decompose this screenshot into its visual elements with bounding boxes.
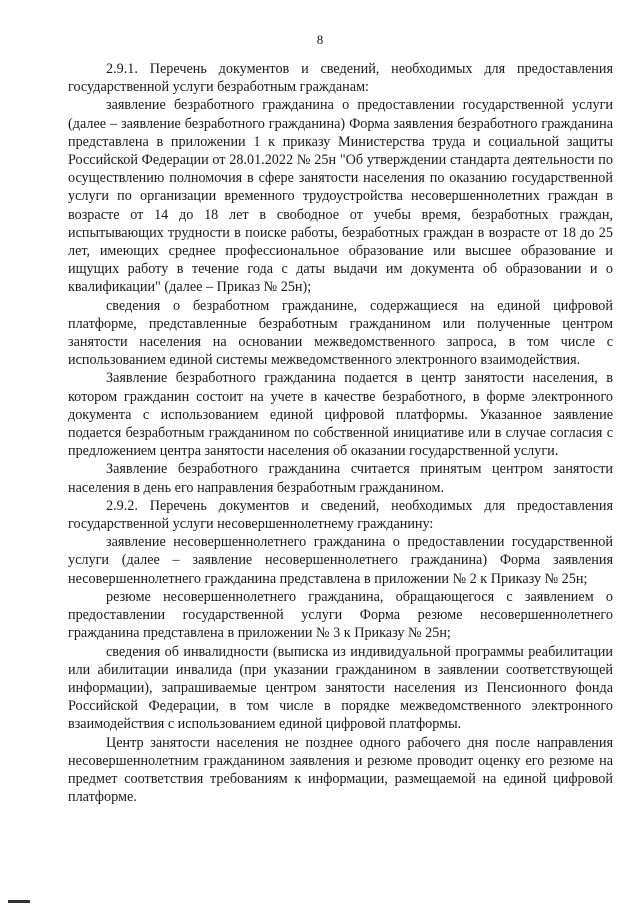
paragraph-application-submission: Заявление безработного гражданина подается в центр занятости населения, в котором гражданин состоит на учете в качестве безработного, в форме электронного документа с использованием единой цифровой платформы. Указанное заявление подается безработным гражданином по собственной инициативе или в случае согласия с предложением центра занятости населения об оказании государственной услуги. xyxy=(68,370,613,460)
paragraph-2-9-2-heading: 2.9.2. Перечень документов и сведений, необходимых для предоставления государственной услуги несовершеннолетнему гражданину: xyxy=(68,497,613,533)
paragraph-minor-resume: резюме несовершеннолетнего гражданина, обращающегося с заявлением о предоставлении государственной услуги Форма резюме несовершеннолетнего гражданина представлена в приложении № 3 к Приказу № 25н; xyxy=(68,588,613,642)
document-body xyxy=(68,60,613,806)
paragraph-resume-evaluation: Центр занятости населения не позднее одного рабочего дня после направления несовершеннолетним гражданином заявления и резюме проводит оценку его резюме на предмет соответствия требованиям к информации, размещаемой на единой цифровой платформе. xyxy=(68,734,613,806)
page-edge-mark xyxy=(8,900,30,903)
paragraph-unemployed-information: сведения о безработном гражданине, содержащиеся на единой цифровой платформе, представленные безработным гражданином или полученные центром занятости населения на основании межведомственного запроса, в том числе с использованием единой системы межведомственного электронного взаимодействия. xyxy=(68,297,613,369)
paragraph-2-9-1-heading: 2.9.1. Перечень документов и сведений, необходимых для предоставления государственной услуги безработным гражданам: xyxy=(68,61,613,96)
page-number: 8 xyxy=(316,32,324,47)
paragraph-disability-information: сведения об инвалидности (выписка из индивидуальной программы реабилитации или абилитации инвалида (при указании гражданином в заявлении соответствующей информации), запрашиваемые центром занятости населения из Пенсионного фонда Российской Федерации, в том числе в порядке межведомственного электронного взаимодействия с использованием единой цифровой платформы. xyxy=(68,643,613,733)
paragraph-unemployed-application: заявление безработного гражданина о предоставлении государственной услуги (далее – заявление безработного гражданина) Форма заявления безработного гражданина представлена в приложении 1 к приказу Министерства труда и социальной защиты Российской Федерации от 28.01.2022 № 25н "Об утверждении стандарта деятельности по осуществлению полномочия в сфере занятости населения по оказанию государственной услуги по организации временного трудоустройства несовершеннолетних граждан в возрасте от 14 до 18 лет в свободное от учебы время, безработных граждан, испытывающих трудности в поиске работы, безработных граждан в возрасте от 18 до 25 лет, имеющих среднее профессиональное образование или высшее образование и ищущих работу в течение года с даты выдачи им документа об образовании и о квалификации" (далее – Приказ № 25н); xyxy=(68,97,613,296)
paragraph-minor-application: заявление несовершеннолетнего гражданина о предоставлении государственной услуги (далее – заявление несовершеннолетнего гражданина) Форма заявления несовершеннолетнего гражданина представлена в приложении № 2 к Приказу № 25н; xyxy=(68,534,613,587)
paragraph-application-accepted: Заявление безработного гражданина считается принятым центром занятости населения в день его направления безработным гражданином. xyxy=(68,461,613,496)
